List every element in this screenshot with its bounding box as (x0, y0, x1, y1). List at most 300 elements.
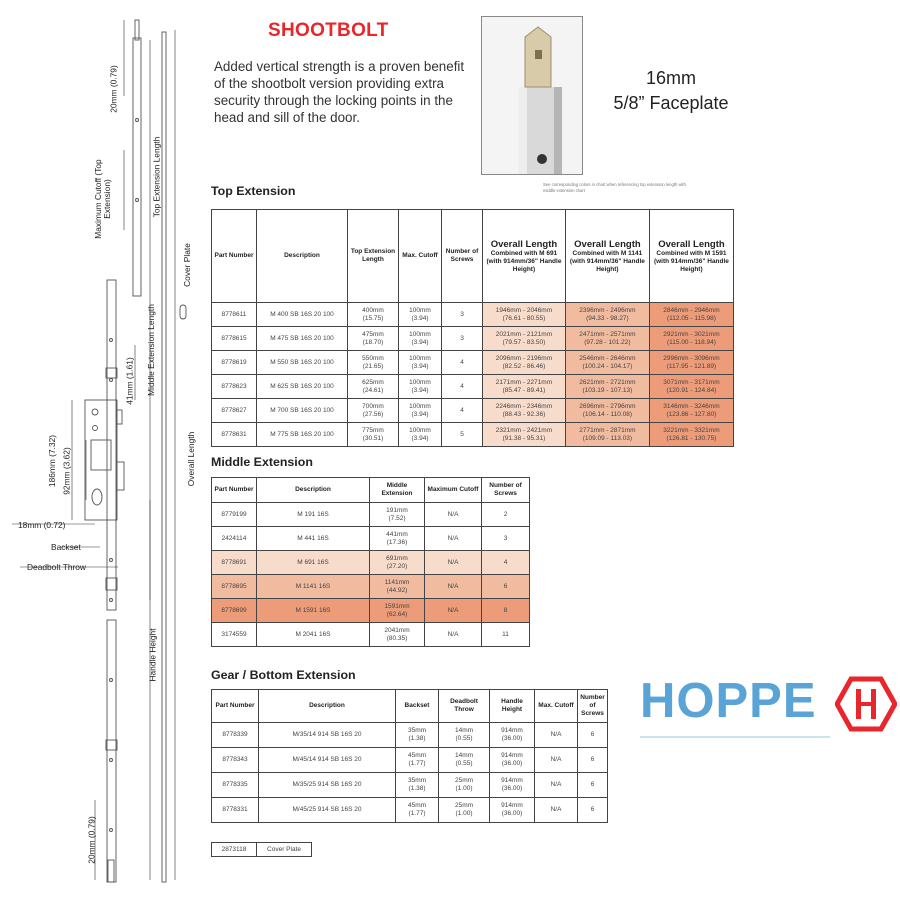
th-number-of-screws: Number of Screws (442, 210, 483, 303)
label-bottom-20mm: 20mm (0.79) (86, 816, 97, 864)
cell-overall-m1591-value: 2996mm - 3096mm (663, 354, 720, 362)
cell-middle-extension-value: 691mm (386, 554, 408, 562)
cell-overall-m691 (483, 399, 566, 423)
cell-top-extension-length-inch: (27.56) (362, 410, 384, 418)
cell-overall-m691-value: 1946mm - 2046mm (495, 306, 553, 314)
cell-description (257, 351, 348, 375)
cell-number-of-screws-value: 4 (503, 558, 508, 566)
cover-plate-slot (180, 305, 186, 319)
cell-max-cutoff-value: 100mm (409, 402, 431, 410)
cell-number-of-screws-value: 4 (460, 358, 464, 366)
cell-overall-m1141 (565, 399, 649, 423)
table-row (212, 575, 530, 599)
cell-number-of-screws-value: 6 (590, 806, 595, 813)
cell-middle-extension-value: 1141mm (384, 578, 410, 586)
label-top-20mm: 20mm (0.79) (108, 65, 119, 113)
cell-max-cutoff-inch: (3.94) (411, 362, 429, 370)
cover-plate-table (211, 842, 312, 857)
cell-description (259, 773, 396, 798)
faceplate-photo (481, 16, 583, 175)
cell-handle-height-inch: (36.00) (501, 810, 523, 817)
cell-max-cutoff (399, 399, 442, 423)
table-header-row (212, 690, 608, 723)
cell-handle-height (490, 773, 535, 798)
cell-top-extension-length-value: 700mm (362, 402, 384, 410)
cell-maximum-cutoff-value: N/A (447, 630, 459, 638)
cell-max-cutoff-inch: (3.94) (411, 314, 429, 322)
cell-part-number (212, 303, 257, 327)
th-description: Description (257, 210, 348, 303)
cell-handle-height-value: 914mm (501, 752, 523, 759)
cell-handle-height-inch: (36.00) (501, 735, 523, 742)
cell-max-cutoff (399, 375, 442, 399)
cell-number-of-screws (482, 623, 530, 647)
table-row (212, 303, 734, 327)
cell-overall-m691 (483, 327, 566, 351)
cell-number-of-screws (578, 798, 608, 823)
cell-number-of-screws-value: 6 (503, 582, 508, 590)
cell-top-extension-length (348, 375, 399, 399)
th-overall-m691 (483, 210, 566, 303)
cell-number-of-screws-value: 6 (590, 781, 595, 788)
cell-maximum-cutoff (425, 623, 482, 647)
cell-overall-m691 (483, 375, 566, 399)
cell-middle-extension-value: 2041mm (384, 626, 410, 634)
cell-part-number-value: 8778615 (221, 334, 247, 342)
cell-maximum-cutoff (425, 599, 482, 623)
cell-deadbolt-throw-inch: (1.00) (455, 810, 473, 817)
cell-description-value: M 441 16S (297, 534, 329, 542)
cell-max-cutoff (535, 748, 578, 773)
cell-number-of-screws (482, 527, 530, 551)
cell-overall-m1591 (649, 351, 733, 375)
cell-description-value: M 1591 16S (295, 606, 331, 614)
cell-number-of-screws (482, 551, 530, 575)
cell-part-number (212, 551, 257, 575)
cell-number-of-screws (442, 399, 483, 423)
cell-handle-height (490, 723, 535, 748)
cell-deadbolt-throw-inch: (0.55) (455, 735, 473, 742)
product-description: Added vertical strength is a proven benefit of the shootbolt version providing extra security through the locking points in the head and sill of the door. (214, 59, 465, 125)
cell-part-number-value: 8778699 (221, 606, 247, 614)
cell-backset (396, 798, 439, 823)
cell-part-number (212, 798, 259, 823)
cell-max-cutoff-inch: (3.94) (411, 434, 429, 442)
cell-number-of-screws-value: 4 (460, 406, 464, 414)
cell-backset (396, 723, 439, 748)
cell-number-of-screws-value: 6 (590, 756, 595, 763)
cell-number-of-screws (578, 773, 608, 798)
cell-overall-m1141-inch: (97.28 - 101.22) (584, 338, 631, 346)
th-handle-height: Handle Height (490, 690, 535, 723)
cell-top-extension-length-value: 400mm (362, 306, 384, 314)
cell-middle-extension (370, 503, 425, 527)
cell-top-extension-length-value: 775mm (362, 426, 384, 434)
cell-middle-extension (370, 623, 425, 647)
th-overall-sub: Combined with M 691 (with 914mm/36" Handle Height) (486, 249, 562, 273)
cell-overall-m1591 (649, 399, 733, 423)
cell-middle-extension (370, 575, 425, 599)
cell-backset (396, 748, 439, 773)
cell-backset-inch: (1.38) (408, 735, 426, 742)
cell-description (257, 503, 370, 527)
colour-note: See corresponding colors in chart when referencing top extension length with middle extension chart (543, 182, 686, 193)
cell-description (257, 423, 348, 447)
cell-number-of-screws (482, 503, 530, 527)
cell-max-cutoff-value: 100mm (409, 426, 431, 434)
table-row (212, 599, 530, 623)
cell-maximum-cutoff-value: N/A (447, 558, 459, 566)
cell-overall-m691 (483, 423, 566, 447)
table-row (212, 773, 608, 798)
cell-handle-height (490, 748, 535, 773)
cell-number-of-screws-value: 3 (460, 334, 464, 342)
cell-overall-m1591 (649, 327, 733, 351)
cell-overall-m691-value: 2021mm - 2121mm (495, 330, 553, 338)
cell-part-number (212, 527, 257, 551)
cell-overall-m1591-value: 2921mm - 3021mm (663, 330, 720, 338)
table-row (212, 551, 530, 575)
cell-backset-value: 35mm (407, 727, 427, 734)
cell-overall-m691-value: 2321mm - 2421mm (495, 426, 553, 434)
cell-part-number (212, 599, 257, 623)
cell-part-number (212, 327, 257, 351)
label-backset: Backset (51, 542, 81, 552)
th-number-of-screws: Number of Screws (578, 690, 608, 723)
cell-max-cutoff-inch: (3.94) (411, 338, 429, 346)
cell-backset-value: 35mm (407, 777, 427, 784)
faceplate-inch: 5/8” Faceplate (613, 93, 729, 113)
cell-maximum-cutoff (425, 575, 482, 599)
cell-part-number-value: 8779199 (221, 510, 247, 518)
cell-top-extension-length-inch: (30.51) (362, 434, 384, 442)
cell-description (257, 575, 370, 599)
cell-description-value: M 475 SB 16S 20 100 (270, 334, 334, 342)
th-max-cutoff: Max. Cutoff (535, 690, 578, 723)
hoppe-logo-tagline (640, 736, 830, 738)
cell-max-cutoff (535, 773, 578, 798)
cell-max-cutoff (535, 798, 578, 823)
cell-part-number (212, 503, 257, 527)
cell-top-extension-length-inch: (21.65) (362, 362, 384, 370)
cell-part-number-value: 8778619 (221, 358, 247, 366)
cell-top-extension-length-value: 550mm (362, 354, 384, 362)
cell-part-number-value: 8778627 (221, 406, 247, 414)
cell-max-cutoff (399, 423, 442, 447)
cell-deadbolt-throw-value: 25mm (454, 802, 474, 809)
cell-max-cutoff (399, 303, 442, 327)
th-middle-extension: Middle Extension (370, 478, 425, 503)
cell-max-cutoff (399, 351, 442, 375)
label-top-extension-length: Top Extension Length (151, 136, 162, 218)
cell-top-extension-length (348, 351, 399, 375)
cell-top-extension-length (348, 399, 399, 423)
cell-part-number-value: 8778691 (221, 558, 247, 566)
cell-handle-height (490, 798, 535, 823)
cell-maximum-cutoff-value: N/A (447, 510, 459, 518)
table-row (212, 503, 530, 527)
cell-part-number (212, 748, 259, 773)
cell-deadbolt-throw-value: 14mm (454, 727, 474, 734)
cell-number-of-screws (482, 599, 530, 623)
th-overall-sub: Combined with M 1141 (with 914mm/36" Handle Height) (569, 249, 645, 273)
cell-overall-m1591-inch: (120.91 - 124.84) (666, 386, 717, 394)
cell-description-value: M 775 SB 16S 20 100 (270, 430, 334, 438)
table-row (212, 351, 734, 375)
middle-extension-table (211, 477, 530, 647)
cell-overall-m1591 (649, 375, 733, 399)
cell-max-cutoff-value: N/A (550, 756, 562, 763)
cell-number-of-screws (578, 748, 608, 773)
th-description: Description (259, 690, 396, 723)
label-deadbolt-throw: Deadbolt Throw (27, 562, 86, 572)
cell-max-cutoff-value: 100mm (409, 354, 431, 362)
cell-overall-m1141-value: 2696mm - 2796mm (579, 402, 636, 410)
middle-extension-heading: Middle Extension (211, 455, 313, 469)
table-header-row (212, 478, 530, 503)
cell-part-number-value: 8778631 (221, 430, 247, 438)
label-handle-height: Handle Height (147, 628, 158, 682)
top-extension-bar (133, 38, 141, 296)
cell-overall-m1591-value: 2846mm - 2946mm (663, 306, 720, 314)
cell-overall-m691-value: 2096mm - 2196mm (495, 354, 553, 362)
cell-top-extension-length-value: 625mm (362, 378, 384, 386)
label-middle-extension-length: Middle Extension Length (145, 304, 156, 396)
cell-part-number-value: 8778623 (221, 382, 247, 390)
th-part-number: Part Number (212, 690, 259, 723)
th-overall-m1141 (565, 210, 649, 303)
th-overall-title: Overall Length (658, 238, 725, 250)
cell-description (257, 399, 348, 423)
label-18mm: 18mm (0.72) (18, 520, 66, 530)
cell-number-of-screws-value: 3 (503, 534, 508, 542)
cell-description-value: M/45/14 914 SB 16S 20 (292, 756, 362, 763)
table-header-row (212, 210, 734, 303)
cell-backset-value: 45mm (407, 802, 427, 809)
cell-description (257, 527, 370, 551)
cell-maximum-cutoff (425, 551, 482, 575)
cell-number-of-screws-value: 2 (503, 510, 508, 518)
table-row (212, 527, 530, 551)
cell-handle-height-inch: (36.00) (501, 785, 523, 792)
cell-overall-m1591-value: 3146mm - 3246mm (663, 402, 720, 410)
hoppe-logo-word: HOPPE (640, 674, 817, 728)
cell-overall-m1141 (565, 423, 649, 447)
cell-top-extension-length-inch: (24.61) (362, 386, 384, 394)
cell-deadbolt-throw (439, 773, 490, 798)
cell-part-number-value: 2424114 (221, 534, 247, 542)
lock-drawing (0, 0, 210, 900)
cell-part-number-value: 8778611 (221, 310, 247, 318)
cell-backset-value: 45mm (407, 752, 427, 759)
cell-part-number-value: 8778331 (222, 806, 248, 813)
cell-number-of-screws (442, 351, 483, 375)
cell-overall-m691-inch: (76.61 - 80.55) (502, 314, 546, 322)
cell-part-number-value: 8778339 (222, 731, 248, 738)
cell-part-number (212, 773, 259, 798)
cell-handle-height-value: 914mm (501, 777, 523, 784)
cell-number-of-screws-value: 11 (502, 630, 509, 638)
cell-part-number (212, 623, 257, 647)
gear-extension-table (211, 689, 608, 823)
page-title: SHOOTBOLT (268, 20, 389, 41)
cell-overall-m1141-value: 2771mm - 2871mm (579, 426, 636, 434)
cell-overall-m691 (483, 303, 566, 327)
top-extension-heading: Top Extension (211, 184, 296, 198)
th-overall-title: Overall Length (574, 238, 641, 250)
cell-overall-m691 (483, 351, 566, 375)
cover-plate-description: Cover Plate (257, 843, 312, 857)
cell-number-of-screws (482, 575, 530, 599)
cell-overall-m1141 (565, 351, 649, 375)
cell-overall-m1141-value: 2396mm - 2496mm (579, 306, 636, 314)
cell-overall-m1141-value: 2471mm - 2571mm (579, 330, 636, 338)
th-overall-m1591 (649, 210, 733, 303)
cell-part-number (212, 351, 257, 375)
cell-max-cutoff-inch: (3.94) (411, 386, 429, 394)
table-row (212, 399, 734, 423)
cell-handle-height-value: 914mm (501, 727, 523, 734)
cell-overall-m1591-value: 3071mm - 3171mm (663, 378, 720, 386)
cell-description (259, 798, 396, 823)
cell-overall-m1141 (565, 327, 649, 351)
cell-middle-extension-inch: (17.36) (386, 538, 408, 546)
cell-backset-inch: (1.77) (408, 760, 426, 767)
cell-max-cutoff-value: N/A (550, 781, 562, 788)
cell-description-value: M 191 16S (297, 510, 329, 518)
cell-part-number (212, 423, 257, 447)
th-deadbolt-throw: Deadbolt Throw (439, 690, 490, 723)
cover-plate-part-number: 2873118 (212, 843, 257, 857)
cell-part-number-value: 8778695 (221, 582, 247, 590)
cell-number-of-screws-value: 4 (460, 382, 464, 390)
cell-number-of-screws-value: 3 (460, 310, 464, 318)
label-max-cutoff: Maximum Cutoff (Top Extension) (93, 159, 112, 239)
cell-max-cutoff-inch: (3.94) (411, 410, 429, 418)
cell-overall-m1141-inch: (100.24 - 104.17) (582, 362, 633, 370)
label-186mm: 186mm (7.32) (47, 434, 58, 488)
cell-overall-m1591 (649, 303, 733, 327)
cell-overall-m691-value: 2246mm - 2346mm (495, 402, 553, 410)
cell-overall-m691-inch: (91.38 - 95.31) (502, 434, 546, 442)
cell-description-value: M/35/14 914 SB 16S 20 (292, 731, 362, 738)
cell-deadbolt-throw-inch: (1.00) (455, 785, 473, 792)
th-backset: Backset (396, 690, 439, 723)
cell-number-of-screws-value: 6 (590, 731, 595, 738)
cell-middle-extension-inch: (44.92) (386, 586, 408, 594)
cell-part-number-value: 3174559 (221, 630, 247, 638)
label-cover-plate: Cover Plate (181, 243, 192, 287)
label-92mm: 92mm (3.62) (61, 447, 72, 495)
cell-number-of-screws (442, 423, 483, 447)
cell-middle-extension (370, 599, 425, 623)
cell-part-number (212, 399, 257, 423)
cell-overall-m1591-inch: (112.05 - 115.98) (666, 314, 716, 322)
cell-part-number (212, 723, 259, 748)
cell-top-extension-length (348, 327, 399, 351)
cell-overall-m1591-inch: (117.95 - 121.89) (666, 362, 717, 370)
table-row (212, 423, 734, 447)
cell-deadbolt-throw (439, 798, 490, 823)
table-row (212, 723, 608, 748)
cell-part-number-value: 8778343 (222, 756, 248, 763)
cell-deadbolt-throw (439, 723, 490, 748)
cell-deadbolt-throw-inch: (0.55) (455, 760, 473, 767)
table-row (212, 798, 608, 823)
th-description: Description (257, 478, 370, 503)
th-overall-sub: Combined with M 1591 (with 914mm/36" Handle Height) (653, 249, 729, 273)
cell-maximum-cutoff (425, 527, 482, 551)
cell-description-value: M 400 SB 16S 20 100 (270, 310, 334, 318)
cell-max-cutoff-value: 100mm (409, 306, 431, 314)
cell-description (257, 375, 348, 399)
cell-number-of-screws-value: 8 (503, 606, 508, 614)
cell-description (257, 327, 348, 351)
cell-overall-m1591 (649, 423, 733, 447)
cell-overall-m1591-inch: (123.86 - 127.80) (666, 410, 717, 418)
cell-max-cutoff-value: N/A (550, 731, 562, 738)
cell-number-of-screws (578, 723, 608, 748)
faceplate-size: 16mm (645, 68, 696, 88)
cell-part-number-value: 8778335 (222, 781, 248, 788)
th-number-of-screws: Number of Screws (482, 478, 530, 503)
cell-max-cutoff (535, 723, 578, 748)
table-row (212, 623, 530, 647)
cell-top-extension-length-value: 475mm (362, 330, 384, 338)
cell-number-of-screws (442, 303, 483, 327)
cell-description-value: M 691 16S (297, 558, 329, 566)
cell-overall-m1591-inch: (126.81 - 130.75) (666, 434, 717, 442)
cell-middle-extension-inch: (27.20) (386, 562, 408, 570)
cell-overall-m691-inch: (79.57 - 83.50) (502, 338, 546, 346)
shootbolt-photo-image (482, 17, 582, 174)
label-overall-length: Overall Length (186, 431, 197, 487)
cell-middle-extension-value: 191mm (386, 506, 408, 514)
cell-description-value: M 2041 16S (295, 630, 331, 638)
cell-description (259, 723, 396, 748)
cell-middle-extension-inch: (62.64) (386, 610, 408, 618)
cell-overall-m691-value: 2171mm - 2271mm (495, 378, 553, 386)
cell-part-number (212, 375, 257, 399)
cell-middle-extension-value: 441mm (386, 530, 408, 538)
cell-overall-m1591-value: 3221mm - 3321mm (663, 426, 720, 434)
cell-middle-extension-inch: (80.35) (386, 634, 408, 642)
table-row (212, 327, 734, 351)
faceplate-caption (596, 66, 746, 116)
cell-deadbolt-throw (439, 748, 490, 773)
cell-handle-height-value: 914mm (501, 802, 523, 809)
cell-maximum-cutoff-value: N/A (447, 534, 459, 542)
cell-maximum-cutoff (425, 503, 482, 527)
cell-overall-m1141-inch: (94.33 - 98.27) (586, 314, 629, 322)
th-top-extension-length: Top Extension Length (348, 210, 399, 303)
cell-max-cutoff-value: N/A (550, 806, 562, 813)
cell-max-cutoff-value: 100mm (409, 330, 431, 338)
cell-max-cutoff-value: 100mm (409, 378, 431, 386)
cell-description-value: M 1141 16S (295, 582, 331, 590)
cell-overall-m1591-inch: (115.00 - 118.94) (666, 338, 716, 346)
cell-description-value: M/35/25 914 SB 16S 20 (292, 781, 362, 788)
cell-overall-m1141-inch: (103.19 - 107.13) (582, 386, 633, 394)
table-row (212, 375, 734, 399)
cell-backset-inch: (1.77) (408, 810, 426, 817)
cell-overall-m1141-value: 2546mm - 2646mm (579, 354, 636, 362)
cell-overall-m691-inch: (82.52 - 86.46) (502, 362, 546, 370)
label-41mm: 41mm (1.61) (124, 357, 135, 405)
cell-max-cutoff (399, 327, 442, 351)
cell-maximum-cutoff-value: N/A (447, 582, 459, 590)
cell-description (257, 551, 370, 575)
